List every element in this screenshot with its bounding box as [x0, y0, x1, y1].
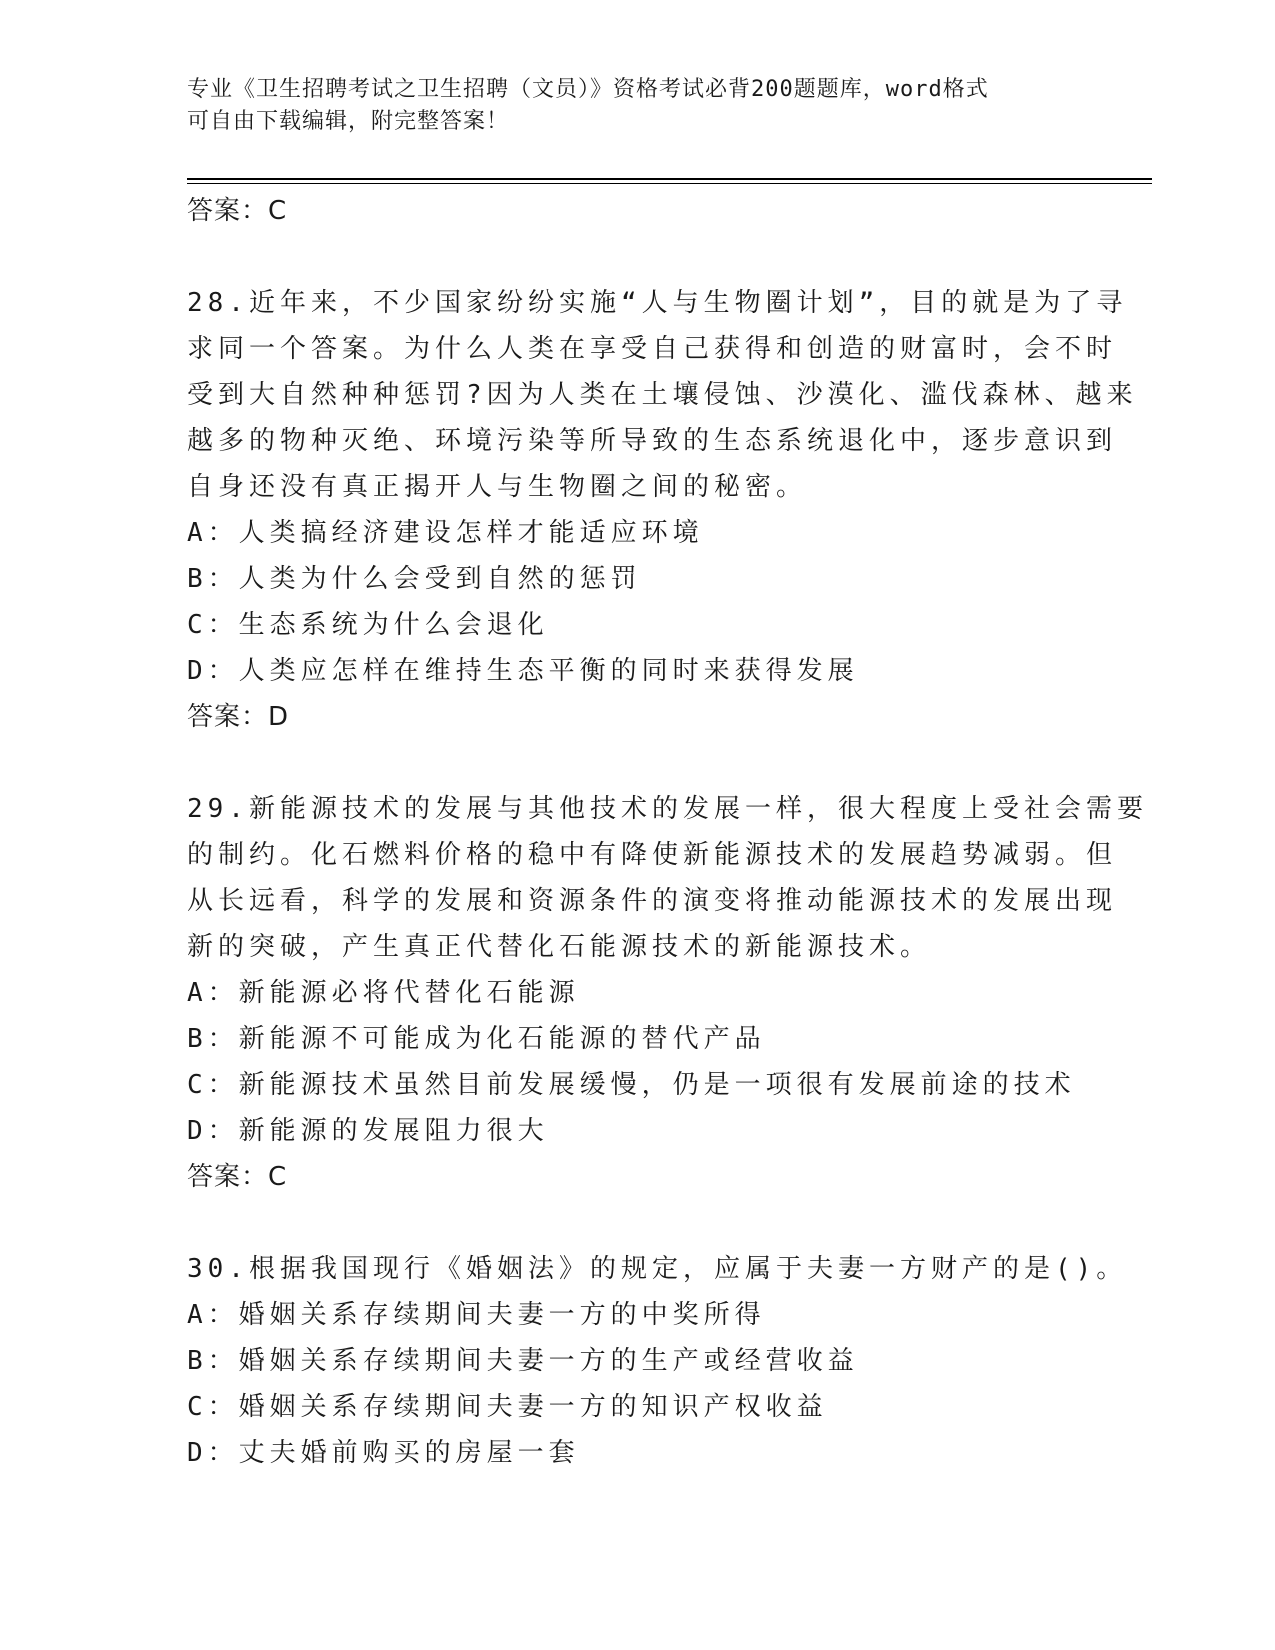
option-b: B：人类为什么会受到自然的惩罚: [187, 564, 642, 594]
spacer: [187, 740, 1087, 786]
option-a: A：人类搞经济建设怎样才能适应环境: [187, 518, 704, 548]
option-c: C：新能源技术虽然目前发展缓慢，仍是一项很有发展前途的技术: [187, 1070, 1076, 1100]
question-28: [187, 280, 1138, 740]
header-line-2: 可自由下载编辑，附完整答案！: [187, 109, 510, 134]
question-29: [187, 786, 1148, 1200]
question-stem-line: 新的突破，产生真正代替化石能源技术的新能源技术。: [187, 932, 932, 962]
option-b: B：婚姻关系存续期间夫妻一方的生产或经营收益: [187, 1346, 859, 1376]
option-d: D：丈夫婚前购买的房屋一套: [187, 1438, 580, 1468]
spacer: [187, 1200, 1087, 1246]
previous-answer: 答案：C: [187, 196, 288, 226]
question-stem-line: 30.根据我国现行《婚姻法》的规定，应属于夫妻一方财产的是()。: [187, 1254, 1128, 1284]
question-stem-line: 越多的物种灭绝、环境污染等所导致的生态系统退化中，逐步意识到: [187, 426, 1118, 456]
header-line-1: 专业《卫生招聘考试之卫生招聘（文员）》资格考试必背200题题库，word格式: [187, 77, 989, 102]
spacer: [187, 234, 1087, 280]
question-stem-line: 自身还没有真正揭开人与生物圈之间的秘密。: [187, 472, 808, 502]
document-body: [187, 188, 1148, 1476]
question-30: [187, 1246, 1128, 1476]
question-stem-line: 受到大自然种种惩罚?因为人类在土壤侵蚀、沙漠化、滥伐森林、越来: [187, 380, 1138, 410]
option-a: A：新能源必将代替化石能源: [187, 978, 580, 1008]
header-divider-thick: [187, 178, 1152, 180]
option-d: D：新能源的发展阻力很大: [187, 1116, 549, 1146]
document-header: [187, 74, 1087, 138]
option-c: C：婚姻关系存续期间夫妻一方的知识产权收益: [187, 1392, 828, 1422]
question-stem-line: 的制约。化石燃料价格的稳中有降使新能源技术的发展趋势减弱。但: [187, 840, 1118, 870]
answer: 答案：C: [187, 1162, 288, 1192]
option-b: B：新能源不可能成为化石能源的替代产品: [187, 1024, 766, 1054]
question-stem-line: 28.近年来，不少国家纷纷实施“人与生物圈计划”，目的就是为了寻: [187, 288, 1128, 318]
option-c: C：生态系统为什么会退化: [187, 610, 549, 640]
question-stem-line: 求同一个答案。为什么人类在享受自己获得和创造的财富时，会不时: [187, 334, 1118, 364]
question-stem-line: 从长远看，科学的发展和资源条件的演变将推动能源技术的发展出现: [187, 886, 1118, 916]
option-a: A：婚姻关系存续期间夫妻一方的中奖所得: [187, 1300, 766, 1330]
header-divider-thin: [187, 183, 1152, 184]
option-d: D：人类应怎样在维持生态平衡的同时来获得发展: [187, 656, 859, 686]
question-stem-line: 29.新能源技术的发展与其他技术的发展一样，很大程度上受社会需要: [187, 794, 1148, 824]
answer: 答案：D: [187, 702, 290, 732]
